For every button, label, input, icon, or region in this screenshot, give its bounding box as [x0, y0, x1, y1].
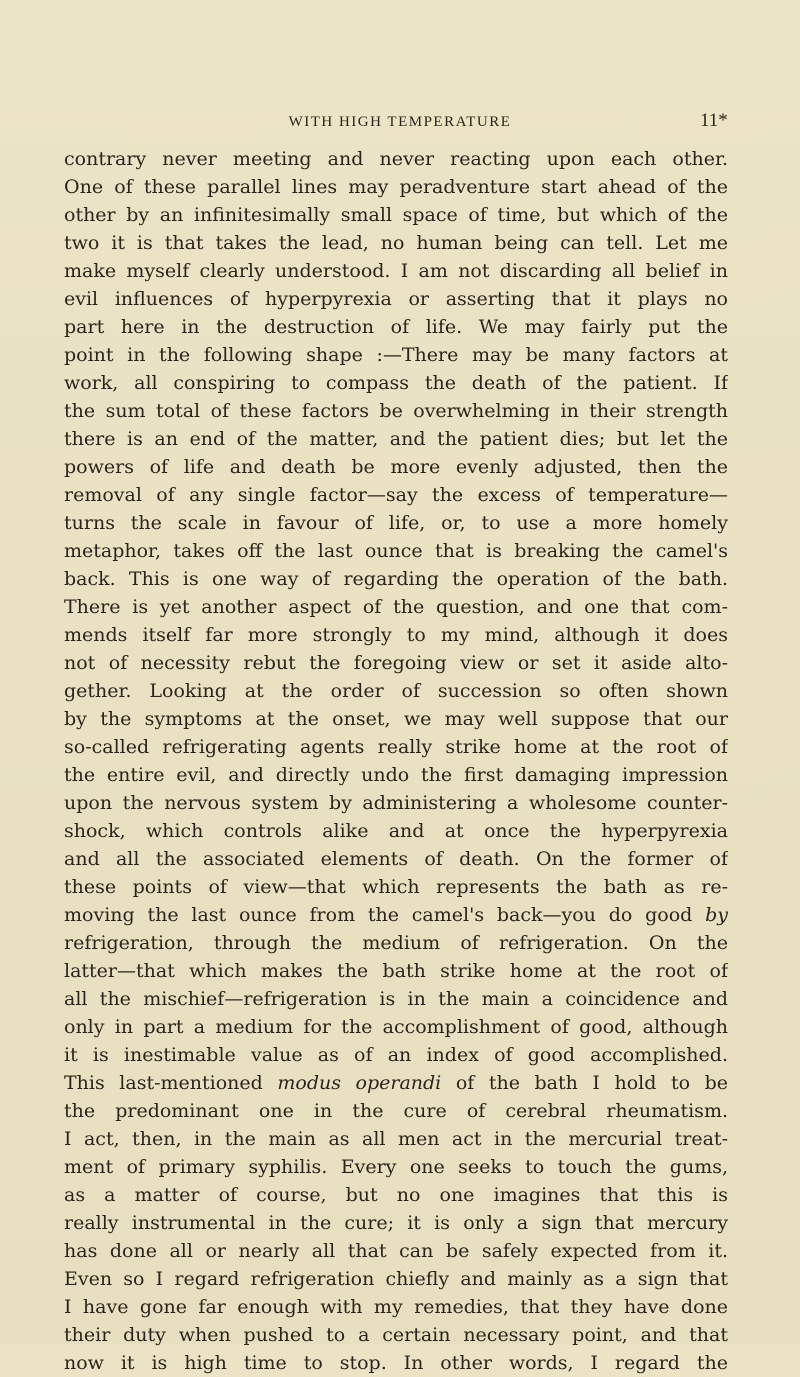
text-line: metaphor, takes off the last ounce that is breaking the camel's: [64, 540, 728, 562]
text-line: Even so I regard refrigeration chiefly and mainly as a sign that: [64, 1268, 728, 1290]
text-line: two it is that takes the lead, no human being can tell. Let me: [64, 232, 728, 254]
text-line: and all the associated elements of death. On the former of: [64, 848, 728, 870]
text-line: really instrumental in the cure; it is only a sign that mercury: [64, 1212, 728, 1234]
text-line: This last-mentioned modus operandi of the bath I hold to be: [64, 1072, 728, 1094]
text-line: contrary never meeting and never reacting upon each other.: [64, 148, 728, 170]
text-line: make myself clearly understood. I am not discarding all belief in: [64, 260, 728, 282]
text-line: part here in the destruction of life. We may fairly put the: [64, 316, 728, 338]
text-line: so-called refrigerating agents really strike home at the root of: [64, 736, 728, 758]
text-line: removal of any single factor—say the excess of temperature—: [64, 484, 728, 506]
text-line: One of these parallel lines may peradventure start ahead of the: [64, 176, 728, 198]
text-line: gether. Looking at the order of succession so often shown: [64, 680, 728, 702]
text-line: There is yet another aspect of the question, and one that com-: [64, 596, 728, 618]
italic-span: by: [705, 904, 728, 926]
text-line: the predominant one in the cure of cerebral rheumatism.: [64, 1100, 728, 1122]
italic-span: modus operandi: [277, 1072, 442, 1094]
text-line: only in part a medium for the accomplishment of good, although: [64, 1016, 728, 1038]
text-line: the entire evil, and directly undo the first damaging impression: [64, 764, 728, 786]
text-line: as a matter of course, but no one imagines that this is: [64, 1184, 728, 1206]
text-line: ment of primary syphilis. Every one seeks to touch the gums,: [64, 1156, 728, 1178]
running-head: WITH HIGH TEMPERATURE: [288, 114, 512, 130]
text-line: all the mischief—refrigeration is in the main a coincidence and: [64, 988, 728, 1010]
text-line: there is an end of the matter, and the patient dies; but let the: [64, 428, 728, 450]
text-line: other by an infinitesimally small space of time, but which of the: [64, 204, 728, 226]
text-line: the sum total of these factors be overwhelming in their strength: [64, 400, 728, 422]
text-line: upon the nervous system by administering a wholesome counter-: [64, 792, 728, 814]
text-line: shock, which controls alike and at once the hyperpyrexia: [64, 820, 728, 842]
text-line: not of necessity rebut the foregoing view or set it aside alto-: [64, 652, 728, 674]
text-line: latter—that which makes the bath strike home at the root of: [64, 960, 728, 982]
text-line: point in the following shape :—There may be many factors at: [64, 344, 728, 366]
text-line: refrigeration, through the medium of refrigeration. On the: [64, 932, 728, 954]
text-line: it is inestimable value as of an index of good accomplished.: [64, 1044, 728, 1066]
page-number: 11*: [700, 110, 728, 131]
text-line: work, all conspiring to compass the death of the patient. If: [64, 372, 728, 394]
text-line: now it is high time to stop. In other words, I regard the: [64, 1352, 728, 1374]
text-line: I act, then, in the main as all men act in the mercurial treat-: [64, 1128, 728, 1150]
text-line: powers of life and death be more evenly adjusted, then the: [64, 456, 728, 478]
text-line: turns the scale in favour of life, or, to use a more homely: [64, 512, 728, 534]
text-line: by the symptoms at the onset, we may well suppose that our: [64, 708, 728, 730]
text-line: I have gone far enough with my remedies, that they have done: [64, 1296, 728, 1318]
text-line: back. This is one way of regarding the operation of the bath.: [64, 568, 728, 590]
text-line: moving the last ounce from the camel's back—you do good by: [64, 904, 728, 926]
text-line: has done all or nearly all that can be safely expected from it.: [64, 1240, 728, 1262]
text-line: evil influences of hyperpyrexia or asserting that it plays no: [64, 288, 728, 310]
text-line: mends itself far more strongly to my mind, although it does: [64, 624, 728, 646]
text-line: these points of view—that which represents the bath as re-: [64, 876, 728, 898]
text-line: their duty when pushed to a certain necessary point, and that: [64, 1324, 728, 1346]
